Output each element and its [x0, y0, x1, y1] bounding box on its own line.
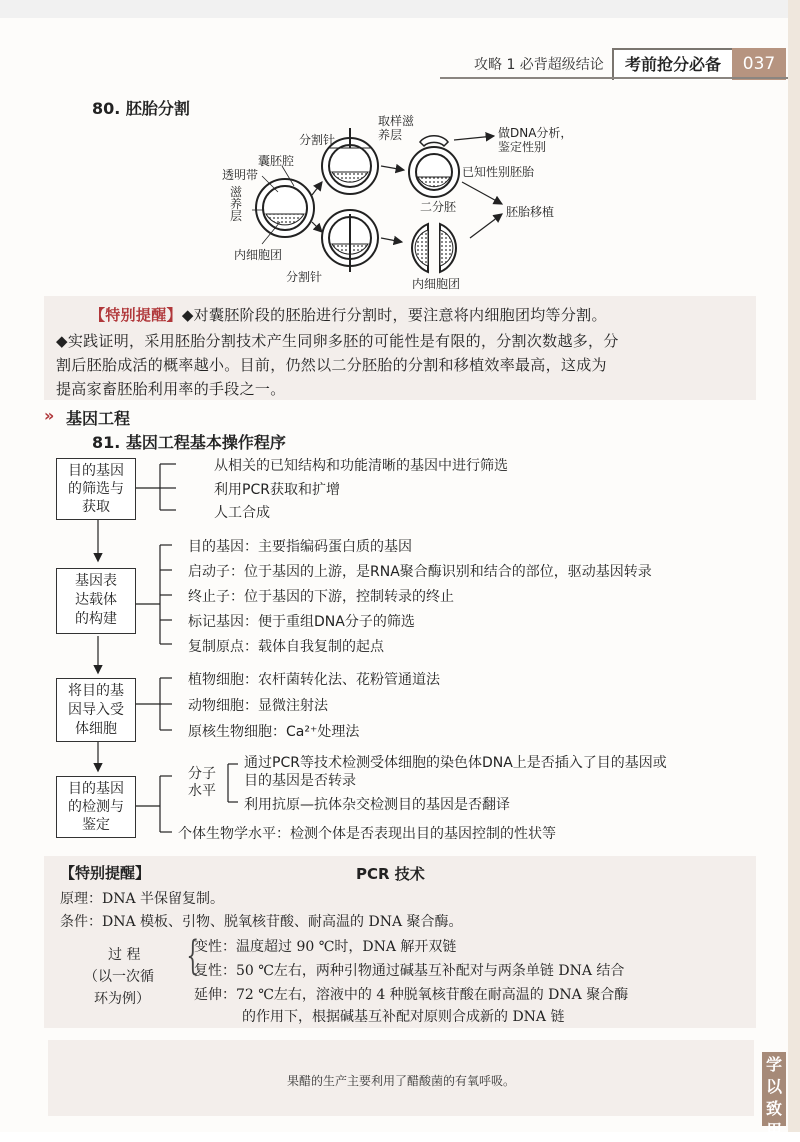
pcr-step-1: 变性：温度超过 90 ℃时，DNA 解开双链 [194, 939, 457, 955]
flow-step-4 [56, 776, 136, 838]
label-bisected: 二分胚 [420, 200, 457, 214]
g4-mol-item-3: 利用抗原—抗体杂交检测目的基因是否翻译 [244, 797, 510, 813]
pcr-step-3: 延伸：72 ℃左右，溶液中的 4 种脱氧核苷酸在耐高温的 DNA 聚合酶 [194, 987, 629, 1003]
section-80-title: 80. 胚胎分割 [92, 99, 190, 118]
g3-item-2: 动物细胞：显微注射法 [188, 698, 328, 714]
g1-item-3: 人工合成 [214, 505, 270, 521]
label-blastocoel: 囊胚腔 [258, 154, 295, 168]
flow-step-3-label: 将目的基 因导入受 体细胞 [68, 683, 124, 737]
tip-line-4: 提高家畜胚胎利用率的手段之一。 [56, 380, 286, 398]
g3-item-3: 原核生物细胞：Ca²⁺处理法 [188, 724, 360, 740]
label-known-sex: 已知性别胚胎 [462, 165, 535, 179]
section-81-title: 81. 基因工程基本操作程序 [92, 433, 286, 452]
pcr-principle: 原理：DNA 半保留复制。 [60, 891, 225, 907]
pcr-process-label-1: 过 程 [108, 947, 141, 963]
label-trophoblast: 滋 养 层 [230, 185, 243, 223]
g1-item-1: 从相关的已知结构和功能清晰的基因中进行筛选 [214, 458, 508, 474]
g2-item-5: 复制原点：载体自我复制的起点 [188, 639, 384, 655]
flow-step-4-label: 目的基因 的检测与 鉴定 [68, 781, 124, 833]
pcr-step-3-cont: 的作用下，根据碱基互补配对原则合成新的 DNA 链 [242, 1009, 565, 1025]
pcr-step-2: 复性：50 ℃左右，两种引物通过碱基互补配对与两条单链 DNA 结合 [194, 963, 625, 979]
g1-item-2: 利用PCR获取和扩增 [214, 482, 340, 498]
flow-step-2-label: 基因表 达载体 的构建 [75, 573, 117, 627]
footer-text: 果醋的生产主要利用了醋酸菌的有氧呼吸。 [286, 1074, 515, 1088]
pcr-process-label-3: 环为例） [94, 991, 150, 1007]
g2-item-2: 启动子：位于基因的上游，是RNA聚合酶识别和结合的部位，驱动基因转录 [188, 564, 652, 580]
label-dna-analysis: 做DNA分析， 鉴定性别 [498, 126, 573, 154]
category-title: 基因工程 [66, 409, 131, 428]
tip-text-1: ◆对囊胚阶段的胚胎进行分割时，要注意将内细胞团均等分割。 [181, 306, 607, 324]
label-transfer: 胚胎移植 [506, 205, 555, 219]
g4-individual: 个体生物学水平：检测个体是否表现出目的基因控制的性状等 [178, 826, 556, 842]
flow-step-2 [56, 568, 136, 634]
side-tag: 学以致用 [762, 1052, 786, 1126]
g2-item-4: 标记基因：便于重组DNA分子的筛选 [188, 614, 415, 630]
g2-item-1: 目的基因：主要指编码蛋白质的基因 [188, 539, 412, 555]
g2-item-3: 终止子：位于基因的下游，控制转录的终止 [188, 589, 454, 605]
header-box-label: 考前抢分必备 [612, 48, 734, 80]
pcr-process-label-2: （以一次循 [84, 969, 154, 985]
header-text: 攻略 1 必背超级结论 [474, 57, 604, 73]
pcr-conditions: 条件：DNA 模板、引物、脱氧核苷酸、耐高温的 DNA 聚合酶。 [60, 914, 463, 930]
g4-molecular-label: 分子 水平 [188, 766, 216, 799]
label-zona: 透明带 [222, 168, 259, 182]
flow-step-1 [56, 458, 136, 520]
tip-line-3: 割后胚胎成活的概率越小。目前，仍然以二分胚胎的分割和移植效率最高，这成为 [56, 356, 607, 374]
label-needle-bottom: 分割针 [286, 270, 323, 284]
label-needle-top: 分割针 [299, 133, 336, 147]
page-number: 037 [732, 48, 786, 80]
flow-step-1-label: 目的基因 的筛选与 获取 [68, 463, 124, 515]
g4-mol-item-1: 通过PCR等技术检测受体细胞的染色体DNA上是否插入了目的基因或 [244, 755, 667, 771]
pcr-title: PCR 技术 [356, 865, 425, 883]
category-icon: » [44, 406, 55, 425]
g3-item-1: 植物细胞：农杆菌转化法、花粉管通道法 [188, 672, 440, 688]
pcr-brace: { [186, 933, 200, 979]
g4-mol-item-2: 目的基因是否转录 [244, 773, 356, 789]
tip-line-2: ◆实践证明，采用胚胎分割技术产生同卵多胚的可能性是有限的，分割次数越多，分 [56, 332, 619, 350]
tip-head: 【特别提醒】 [90, 306, 182, 324]
label-icm-left: 内细胞团 [234, 248, 283, 262]
flow-step-3 [56, 678, 136, 742]
pcr-tip-head: 【特别提醒】 [60, 864, 151, 882]
label-sampled-trophoblast: 取样滋 养层 [378, 114, 415, 142]
footer-box [48, 1040, 754, 1116]
label-icm-right: 内细胞团 [412, 277, 461, 291]
